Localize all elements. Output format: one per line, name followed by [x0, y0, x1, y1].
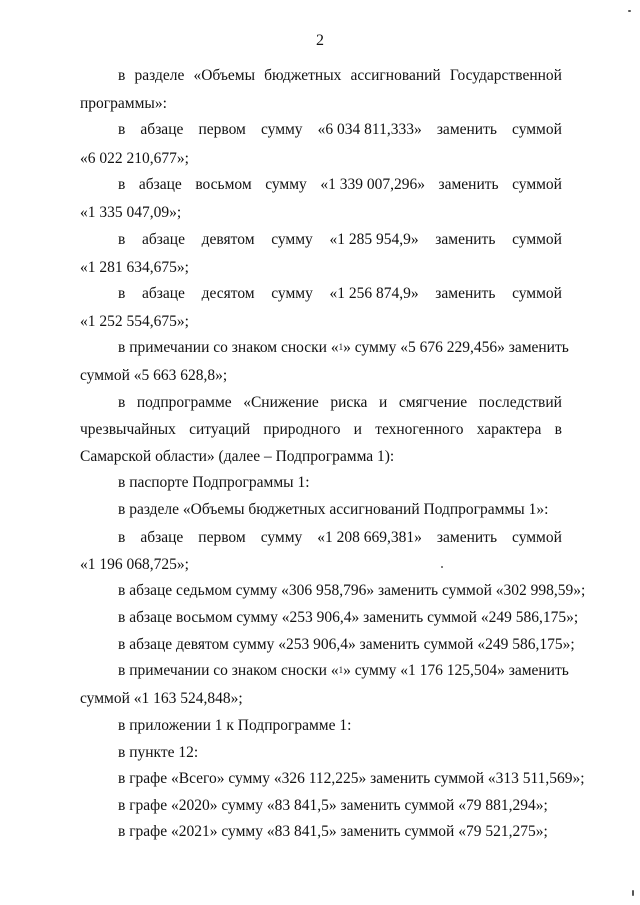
word: абзаце	[140, 121, 184, 138]
word: природного	[263, 421, 341, 438]
word: суммой	[512, 121, 562, 138]
word: «1 256 874,9»	[329, 285, 419, 302]
text-line-5	[118, 175, 562, 195]
word: разделе	[134, 67, 185, 84]
word: абзаце	[140, 529, 184, 546]
word: подпрограмме	[136, 394, 232, 411]
word: риска	[330, 394, 368, 411]
word: чрезвычайных	[80, 421, 176, 438]
text-line-11	[118, 338, 569, 359]
word: «Объемы	[193, 67, 256, 84]
word: сумму	[265, 176, 307, 193]
word: заменить	[436, 121, 497, 138]
text-line-27: в графе «Всего» сумму «326 112,225» заменить суммой «313 511,569»;	[118, 770, 585, 787]
text-line-28: в графе «2020» сумму «83 841,5» заменить суммой «79 881,294»;	[118, 797, 548, 814]
text-line-17: в разделе «Объемы бюджетных ассигнований Подпрограммы 1»:	[118, 501, 549, 518]
text-line-10: «1 252 554,675»;	[80, 313, 189, 330]
word: в	[554, 421, 562, 438]
text-line-7	[118, 230, 562, 250]
text-line-20: в абзаце седьмом сумму «306 958,796» заменить суммой «302 998,59»;	[118, 582, 586, 599]
word: техногенного	[375, 421, 464, 438]
scan-speck	[628, 10, 631, 12]
text-line-14	[80, 420, 562, 440]
word: суммой	[512, 176, 562, 193]
word: в	[118, 285, 126, 302]
text-line-4: «6 022 210,677»;	[80, 150, 189, 167]
word: девятом	[201, 231, 255, 248]
word: в	[118, 67, 126, 84]
word: «1 339 007,296»	[320, 176, 425, 193]
word: Государственной	[449, 67, 562, 84]
text-fragment: в примечании со знаком сноски «	[118, 662, 339, 679]
text-line-8: «1 281 634,675»;	[80, 259, 189, 276]
word: в	[118, 121, 126, 138]
text-line-29: в графе «2021» сумму «83 841,5» заменить суммой «79 521,275»;	[118, 823, 548, 840]
word: бюджетных	[264, 67, 342, 84]
word: и	[353, 421, 362, 438]
text-line-1	[118, 66, 562, 86]
word: абзаце	[141, 285, 185, 302]
footnote-mark: 1	[338, 665, 344, 675]
text-line-6: «1 335 047,09»;	[80, 204, 182, 221]
word: первом	[198, 121, 246, 138]
word: восьмом	[195, 176, 252, 193]
text-line-23	[118, 661, 569, 682]
footnote-mark: 1	[338, 342, 344, 352]
word: «1 208 669,381»	[317, 529, 422, 546]
word: в	[118, 231, 126, 248]
text-line-13	[118, 393, 562, 413]
word: сумму	[260, 121, 303, 138]
word: сумму	[260, 529, 303, 546]
text-fragment: » сумму «1 176 125,504» заменить	[343, 662, 569, 679]
word: в	[118, 394, 126, 411]
word: суммой	[512, 285, 562, 302]
word: и	[379, 394, 388, 411]
scan-speck	[441, 566, 443, 568]
text-line-16: в паспорте Подпрограммы 1:	[118, 474, 310, 491]
word: заменить	[435, 285, 496, 302]
word: в	[118, 529, 126, 546]
word: «1 285 954,9»	[329, 231, 419, 248]
word: заменить	[438, 176, 499, 193]
text-line-15: Самарской области» (далее – Подпрограмма 1):	[80, 448, 395, 465]
word: сумму	[271, 285, 313, 302]
text-line-21: в абзаце восьмом сумму «253 906,4» заменить суммой «249 586,175»;	[118, 609, 579, 626]
text-line-22: в абзаце девятом сумму «253 906,4» заменить суммой «249 586,175»;	[118, 636, 575, 653]
word: абзаце	[142, 231, 185, 248]
word: абзаце	[138, 176, 182, 193]
word: заменить	[436, 529, 498, 546]
word: первом	[198, 529, 246, 546]
text-line-24: суммой «1 163 524,848»;	[80, 690, 243, 707]
word: сумму	[271, 231, 313, 248]
text-line-19: «1 196 068,725»;	[80, 556, 189, 573]
word: смягчение	[398, 394, 468, 411]
word: ситуаций	[189, 421, 251, 438]
text-line-9	[118, 284, 562, 304]
word: последствий	[478, 394, 562, 411]
word: заменить	[435, 231, 496, 248]
word: суммой	[512, 231, 562, 248]
page-number: 2	[316, 32, 324, 49]
word: ассигнований	[350, 67, 441, 84]
text-fragment: в примечании со знаком сноски «	[118, 339, 339, 356]
word: характера	[476, 421, 542, 438]
text-line-2: программы»:	[80, 95, 167, 112]
word: «6 034 811,333»	[317, 121, 422, 138]
word: суммой	[512, 529, 562, 546]
text-line-12: суммой «5 663 628,8»;	[80, 367, 228, 384]
text-line-3	[118, 120, 562, 140]
text-line-18	[118, 528, 562, 548]
text-line-25: в приложении 1 к Подпрограмме 1:	[118, 717, 352, 734]
text-line-26: в пункте 12:	[118, 744, 199, 761]
word: десятом	[201, 285, 255, 302]
word: «Снижение	[243, 394, 319, 411]
text-fragment: » сумму «5 676 229,456» заменить	[343, 339, 569, 356]
scan-speck	[632, 890, 634, 896]
word: в	[118, 176, 126, 193]
